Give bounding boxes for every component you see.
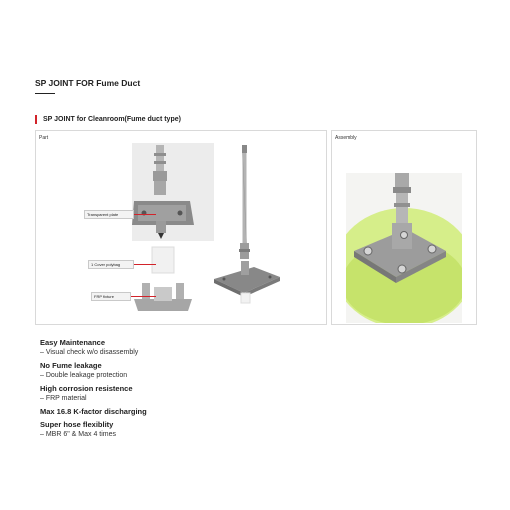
section-title bbox=[35, 116, 181, 123]
feature-item bbox=[40, 407, 300, 420]
assembly-image bbox=[346, 173, 462, 323]
assembly-panel-label: Assembly bbox=[335, 135, 357, 141]
section-title-text: SP JOINT for Cleanroom(Fume duct type) bbox=[43, 116, 181, 123]
page-title: SP JOINT FOR Fume Duct bbox=[35, 78, 141, 88]
feature-item bbox=[40, 361, 300, 381]
callout-cover-polybag: 1 Cover polybag bbox=[88, 260, 134, 269]
feature-item bbox=[40, 420, 300, 440]
callout-transparent-plate: Transparent plate bbox=[84, 210, 134, 219]
assembly-drawing bbox=[346, 173, 462, 323]
feature-title: Max 16.8 K-factor discharging bbox=[40, 407, 147, 416]
feature-item bbox=[40, 384, 300, 404]
feature-item bbox=[40, 338, 300, 358]
feature-title: High corrosion resistence bbox=[40, 384, 133, 393]
full-joint-image bbox=[214, 143, 294, 315]
feature-title: Easy Maintenance bbox=[40, 338, 106, 347]
callout-frp-fixture: FRP fixture bbox=[91, 292, 131, 301]
full-joint-drawing bbox=[214, 143, 294, 315]
part-panel bbox=[35, 130, 327, 325]
callout-line-frp-fixture bbox=[131, 296, 156, 297]
feature-desc: – MBR 6" & Max 4 times bbox=[40, 431, 117, 438]
part-panel-label: Part bbox=[39, 135, 49, 141]
feature-title: Super hose flexiblity bbox=[40, 420, 114, 429]
feature-desc: – Visual check w/o disassembly bbox=[40, 349, 139, 356]
assembly-panel bbox=[331, 130, 477, 325]
feature-desc: – Double leakage protection bbox=[40, 372, 128, 379]
callout-line-cover-polybag bbox=[134, 264, 156, 265]
title-underline bbox=[35, 93, 55, 94]
feature-title: No Fume leakage bbox=[40, 361, 102, 370]
callout-line-transparent-plate bbox=[134, 214, 156, 215]
feature-desc: – FRP material bbox=[40, 395, 87, 402]
features-list bbox=[40, 338, 300, 443]
